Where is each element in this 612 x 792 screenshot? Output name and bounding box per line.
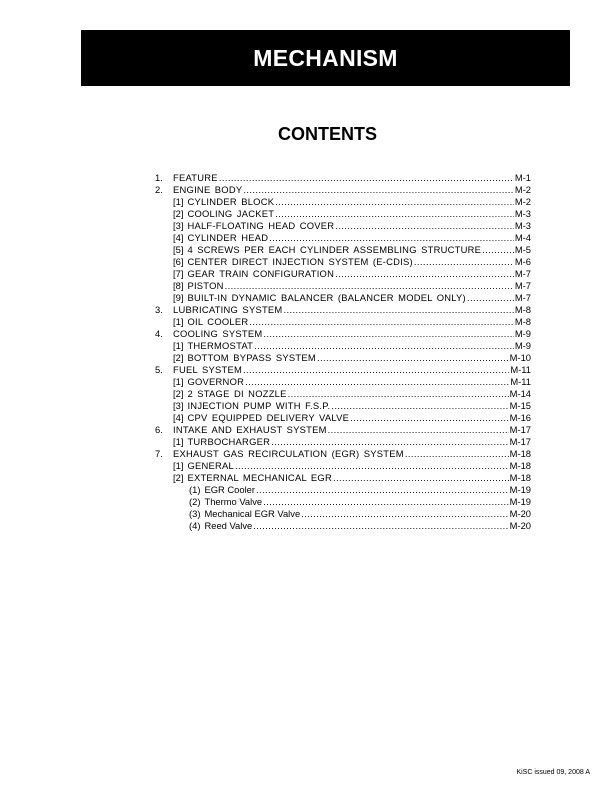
- toc-page-number: M-11: [510, 364, 531, 375]
- toc-subsection-index: [1]: [173, 196, 184, 207]
- toc-entry: [173, 304, 531, 316]
- toc-page-number: M-7: [514, 280, 531, 291]
- toc-subsection-index: [8]: [173, 280, 184, 291]
- toc-dot-leader: [333, 472, 509, 484]
- toc-entry: [189, 496, 531, 508]
- toc-dot-leader: [263, 496, 509, 508]
- toc-dot-leader: [405, 448, 509, 460]
- toc-entry-title: GOVERNOR: [187, 376, 245, 387]
- toc-dot-leader: [284, 304, 514, 316]
- toc-dot-leader: [414, 256, 514, 268]
- toc-entry: [189, 484, 531, 496]
- toc-subsection-index: [6]: [173, 256, 184, 267]
- toc-row[interactable]: [155, 280, 531, 292]
- toc-entry: [173, 184, 531, 196]
- toc-entry-title: FEATURE: [173, 172, 218, 183]
- toc-dot-leader: [317, 352, 509, 364]
- toc-dot-leader: [254, 340, 514, 352]
- toc-entry: [173, 328, 531, 340]
- toc-subsection-index: [1]: [173, 340, 184, 351]
- toc-entry-title: 4 SCREWS PER EACH CYLINDER ASSEMBLING STRUCTURE: [187, 244, 482, 255]
- toc-dot-leader: [275, 208, 514, 220]
- toc-entry: [173, 412, 531, 424]
- toc-subsection-index: [5]: [173, 244, 184, 255]
- toc-row[interactable]: [155, 496, 531, 508]
- toc-subsection-index: [3]: [173, 220, 184, 231]
- toc-page-number: M-15: [509, 400, 531, 411]
- toc-section-number: 3.: [155, 304, 163, 315]
- toc-entry: [173, 256, 531, 268]
- contents-heading: CONTENTS: [278, 124, 377, 144]
- toc-entry-title: TURBOCHARGER: [187, 436, 271, 447]
- toc-entry-title: COOLING SYSTEM: [173, 328, 263, 339]
- toc-dot-leader: [256, 484, 509, 496]
- toc-entry: [189, 508, 531, 520]
- toc-entry-title: LUBRICATING SYSTEM: [173, 304, 283, 315]
- toc-entry-title: Reed Valve: [204, 520, 253, 531]
- toc-row[interactable]: [155, 208, 531, 220]
- toc-subsection-index: [4]: [173, 232, 184, 243]
- table-of-contents: [155, 172, 531, 532]
- toc-entry: [173, 316, 531, 328]
- toc-row[interactable]: [155, 424, 531, 436]
- toc-page-number: M-8: [514, 304, 531, 315]
- toc-page-number: M-6: [514, 256, 531, 267]
- toc-entry-title: ENGINE BODY: [173, 184, 243, 195]
- toc-entry-title: GENERAL: [187, 460, 234, 471]
- toc-row[interactable]: [155, 520, 531, 532]
- toc-page-number: M-18: [509, 472, 531, 483]
- toc-row[interactable]: [155, 412, 531, 424]
- toc-subsection-index: [2]: [173, 472, 184, 483]
- toc-subsection-index: [3]: [173, 400, 184, 411]
- toc-page-number: M-18: [509, 460, 531, 471]
- toc-entry: [173, 352, 531, 364]
- toc-page-number: M-4: [514, 232, 531, 243]
- toc-entry: [173, 292, 531, 304]
- toc-entry-title: CENTER DIRECT INJECTION SYSTEM (E-CDIS): [187, 256, 413, 267]
- toc-entry: [173, 208, 531, 220]
- toc-entry: [173, 400, 531, 412]
- toc-page-number: M-17: [509, 424, 531, 435]
- toc-dot-leader: [219, 172, 514, 184]
- toc-row[interactable]: [155, 256, 531, 268]
- toc-page-number: M-1: [514, 172, 531, 183]
- toc-row[interactable]: [155, 340, 531, 352]
- toc-page-number: M-2: [514, 196, 531, 207]
- toc-entry: [173, 232, 531, 244]
- toc-page-number: M-10: [509, 352, 531, 363]
- toc-entry: [173, 436, 531, 448]
- toc-entry-title: BUILT-IN DYNAMIC BALANCER (BALANCER MODEL ONLY): [187, 292, 466, 303]
- toc-dot-leader: [271, 436, 509, 448]
- toc-entry-title: THERMOSTAT: [187, 340, 254, 351]
- toc-row[interactable]: [155, 472, 531, 484]
- toc-entry: [173, 340, 531, 352]
- toc-subsection-index: [1]: [173, 316, 184, 327]
- toc-section-number: 7.: [155, 448, 163, 459]
- toc-entry-title: FUEL SYSTEM: [173, 364, 243, 375]
- toc-dot-leader: [253, 520, 508, 532]
- toc-page-number: M-3: [514, 220, 531, 231]
- toc-row[interactable]: [155, 316, 531, 328]
- toc-section-number: 5.: [155, 364, 163, 375]
- toc-row[interactable]: [155, 460, 531, 472]
- toc-page-number: M-20: [509, 508, 531, 519]
- toc-dot-leader: [467, 292, 514, 304]
- toc-subsection-index: [2]: [173, 208, 184, 219]
- toc-page-number: M-3: [514, 208, 531, 219]
- toc-dot-leader: [245, 376, 509, 388]
- toc-dot-leader: [243, 184, 513, 196]
- toc-page-number: M-17: [509, 436, 531, 447]
- toc-row[interactable]: [155, 304, 531, 316]
- toc-page-number: M-20: [509, 520, 531, 531]
- toc-section-number: 1.: [155, 172, 163, 183]
- toc-entry-title: GEAR TRAIN CONFIGURATION: [187, 268, 335, 279]
- footer-issue-note: KiSC issued 09, 2008 A: [516, 769, 590, 776]
- toc-entry-title: COOLING JACKET: [187, 208, 275, 219]
- toc-section-number: 4.: [155, 328, 163, 339]
- toc-page-number: M-11: [510, 376, 531, 387]
- toc-row[interactable]: [155, 172, 531, 184]
- toc-dot-leader: [301, 508, 508, 520]
- toc-page-number: M-7: [514, 292, 531, 303]
- toc-dot-leader: [269, 232, 514, 244]
- toc-entry-title: INTAKE AND EXHAUST SYSTEM: [173, 424, 327, 435]
- toc-entry: [173, 172, 531, 184]
- toc-dot-leader: [275, 196, 514, 208]
- toc-entry-title: INJECTION PUMP WITH F.S.P.: [187, 400, 331, 411]
- toc-row[interactable]: [155, 448, 531, 460]
- toc-dot-leader: [235, 460, 509, 472]
- toc-row[interactable]: [155, 388, 531, 400]
- toc-dot-leader: [335, 268, 514, 280]
- toc-row[interactable]: [155, 196, 531, 208]
- toc-row[interactable]: [155, 328, 531, 340]
- toc-subsection-index: [2]: [173, 352, 184, 363]
- toc-subsection-index: [1]: [173, 376, 184, 387]
- toc-row[interactable]: [155, 232, 531, 244]
- toc-entry: [173, 280, 531, 292]
- toc-row[interactable]: [155, 436, 531, 448]
- toc-entry-title: EGR Cooler: [204, 484, 256, 495]
- toc-page-number: M-5: [514, 244, 531, 255]
- toc-entry-title: EXHAUST GAS RECIRCULATION (EGR) SYSTEM: [173, 448, 404, 459]
- toc-page-number: M-14: [509, 388, 531, 399]
- toc-entry: [173, 460, 531, 472]
- toc-subsection-index: (1): [189, 484, 201, 495]
- toc-entry-title: EXTERNAL MECHANICAL EGR: [187, 472, 332, 483]
- toc-entry: [173, 424, 531, 436]
- toc-page-number: M-2: [514, 184, 531, 195]
- toc-entry: [173, 472, 531, 484]
- toc-row[interactable]: [155, 292, 531, 304]
- toc-dot-leader: [263, 328, 513, 340]
- toc-row[interactable]: [155, 352, 531, 364]
- toc-entry-title: OIL COOLER: [187, 316, 249, 327]
- toc-entry: [173, 364, 531, 376]
- toc-section-number: 2.: [155, 184, 163, 195]
- toc-row[interactable]: [155, 244, 531, 256]
- toc-entry-title: PISTON: [187, 280, 224, 291]
- section-title: MECHANISM: [253, 44, 398, 71]
- toc-entry: [173, 448, 531, 460]
- toc-row[interactable]: [155, 376, 531, 388]
- toc-page-number: M-7: [514, 268, 531, 279]
- toc-dot-leader: [482, 244, 514, 256]
- toc-dot-leader: [350, 412, 509, 424]
- toc-dot-leader: [243, 364, 509, 376]
- toc-entry-title: Mechanical EGR Valve: [204, 508, 301, 519]
- toc-page-number: M-19: [509, 484, 531, 495]
- toc-dot-leader: [328, 424, 509, 436]
- toc-section-number: 6.: [155, 424, 163, 435]
- toc-entry-title: CYLINDER BLOCK: [187, 196, 275, 207]
- toc-row[interactable]: [155, 508, 531, 520]
- toc-entry-title: Thermo Valve: [204, 496, 263, 507]
- toc-subsection-index: [9]: [173, 292, 184, 303]
- toc-page-number: M-18: [509, 448, 531, 459]
- toc-row[interactable]: [155, 400, 531, 412]
- toc-row[interactable]: [155, 364, 531, 376]
- toc-entry-title: CYLINDER HEAD: [187, 232, 269, 243]
- toc-dot-leader: [249, 316, 513, 328]
- toc-entry-title: CPV EQUIPPED DELIVERY VALVE: [187, 412, 350, 423]
- toc-entry: [173, 376, 531, 388]
- toc-dot-leader: [331, 400, 508, 412]
- toc-entry: [173, 268, 531, 280]
- toc-page-number: M-8: [514, 316, 531, 327]
- toc-subsection-index: [7]: [173, 268, 184, 279]
- toc-subsection-index: [1]: [173, 460, 184, 471]
- section-banner: [81, 30, 570, 86]
- toc-page-number: M-9: [514, 340, 531, 351]
- toc-page-number: M-9: [514, 328, 531, 339]
- toc-entry-title: BOTTOM BYPASS SYSTEM: [187, 352, 316, 363]
- toc-page-number: M-16: [509, 412, 531, 423]
- toc-entry-title: HALF-FLOATING HEAD COVER: [187, 220, 335, 231]
- toc-page-number: M-19: [509, 496, 531, 507]
- toc-row[interactable]: [155, 184, 531, 196]
- toc-entry-title: 2 STAGE DI NOZZLE: [187, 388, 287, 399]
- toc-entry: [173, 220, 531, 232]
- toc-subsection-index: (2): [189, 496, 201, 507]
- toc-dot-leader: [335, 220, 514, 232]
- toc-row[interactable]: [155, 484, 531, 496]
- toc-subsection-index: [1]: [173, 436, 184, 447]
- toc-row[interactable]: [155, 268, 531, 280]
- toc-dot-leader: [288, 388, 509, 400]
- toc-entry: [173, 244, 531, 256]
- toc-entry: [173, 388, 531, 400]
- toc-subsection-index: [4]: [173, 412, 184, 423]
- toc-dot-leader: [225, 280, 514, 292]
- toc-subsection-index: (3): [189, 508, 201, 519]
- toc-entry: [189, 520, 531, 532]
- toc-subsection-index: (4): [189, 520, 201, 531]
- toc-subsection-index: [2]: [173, 388, 184, 399]
- toc-row[interactable]: [155, 220, 531, 232]
- toc-entry: [173, 196, 531, 208]
